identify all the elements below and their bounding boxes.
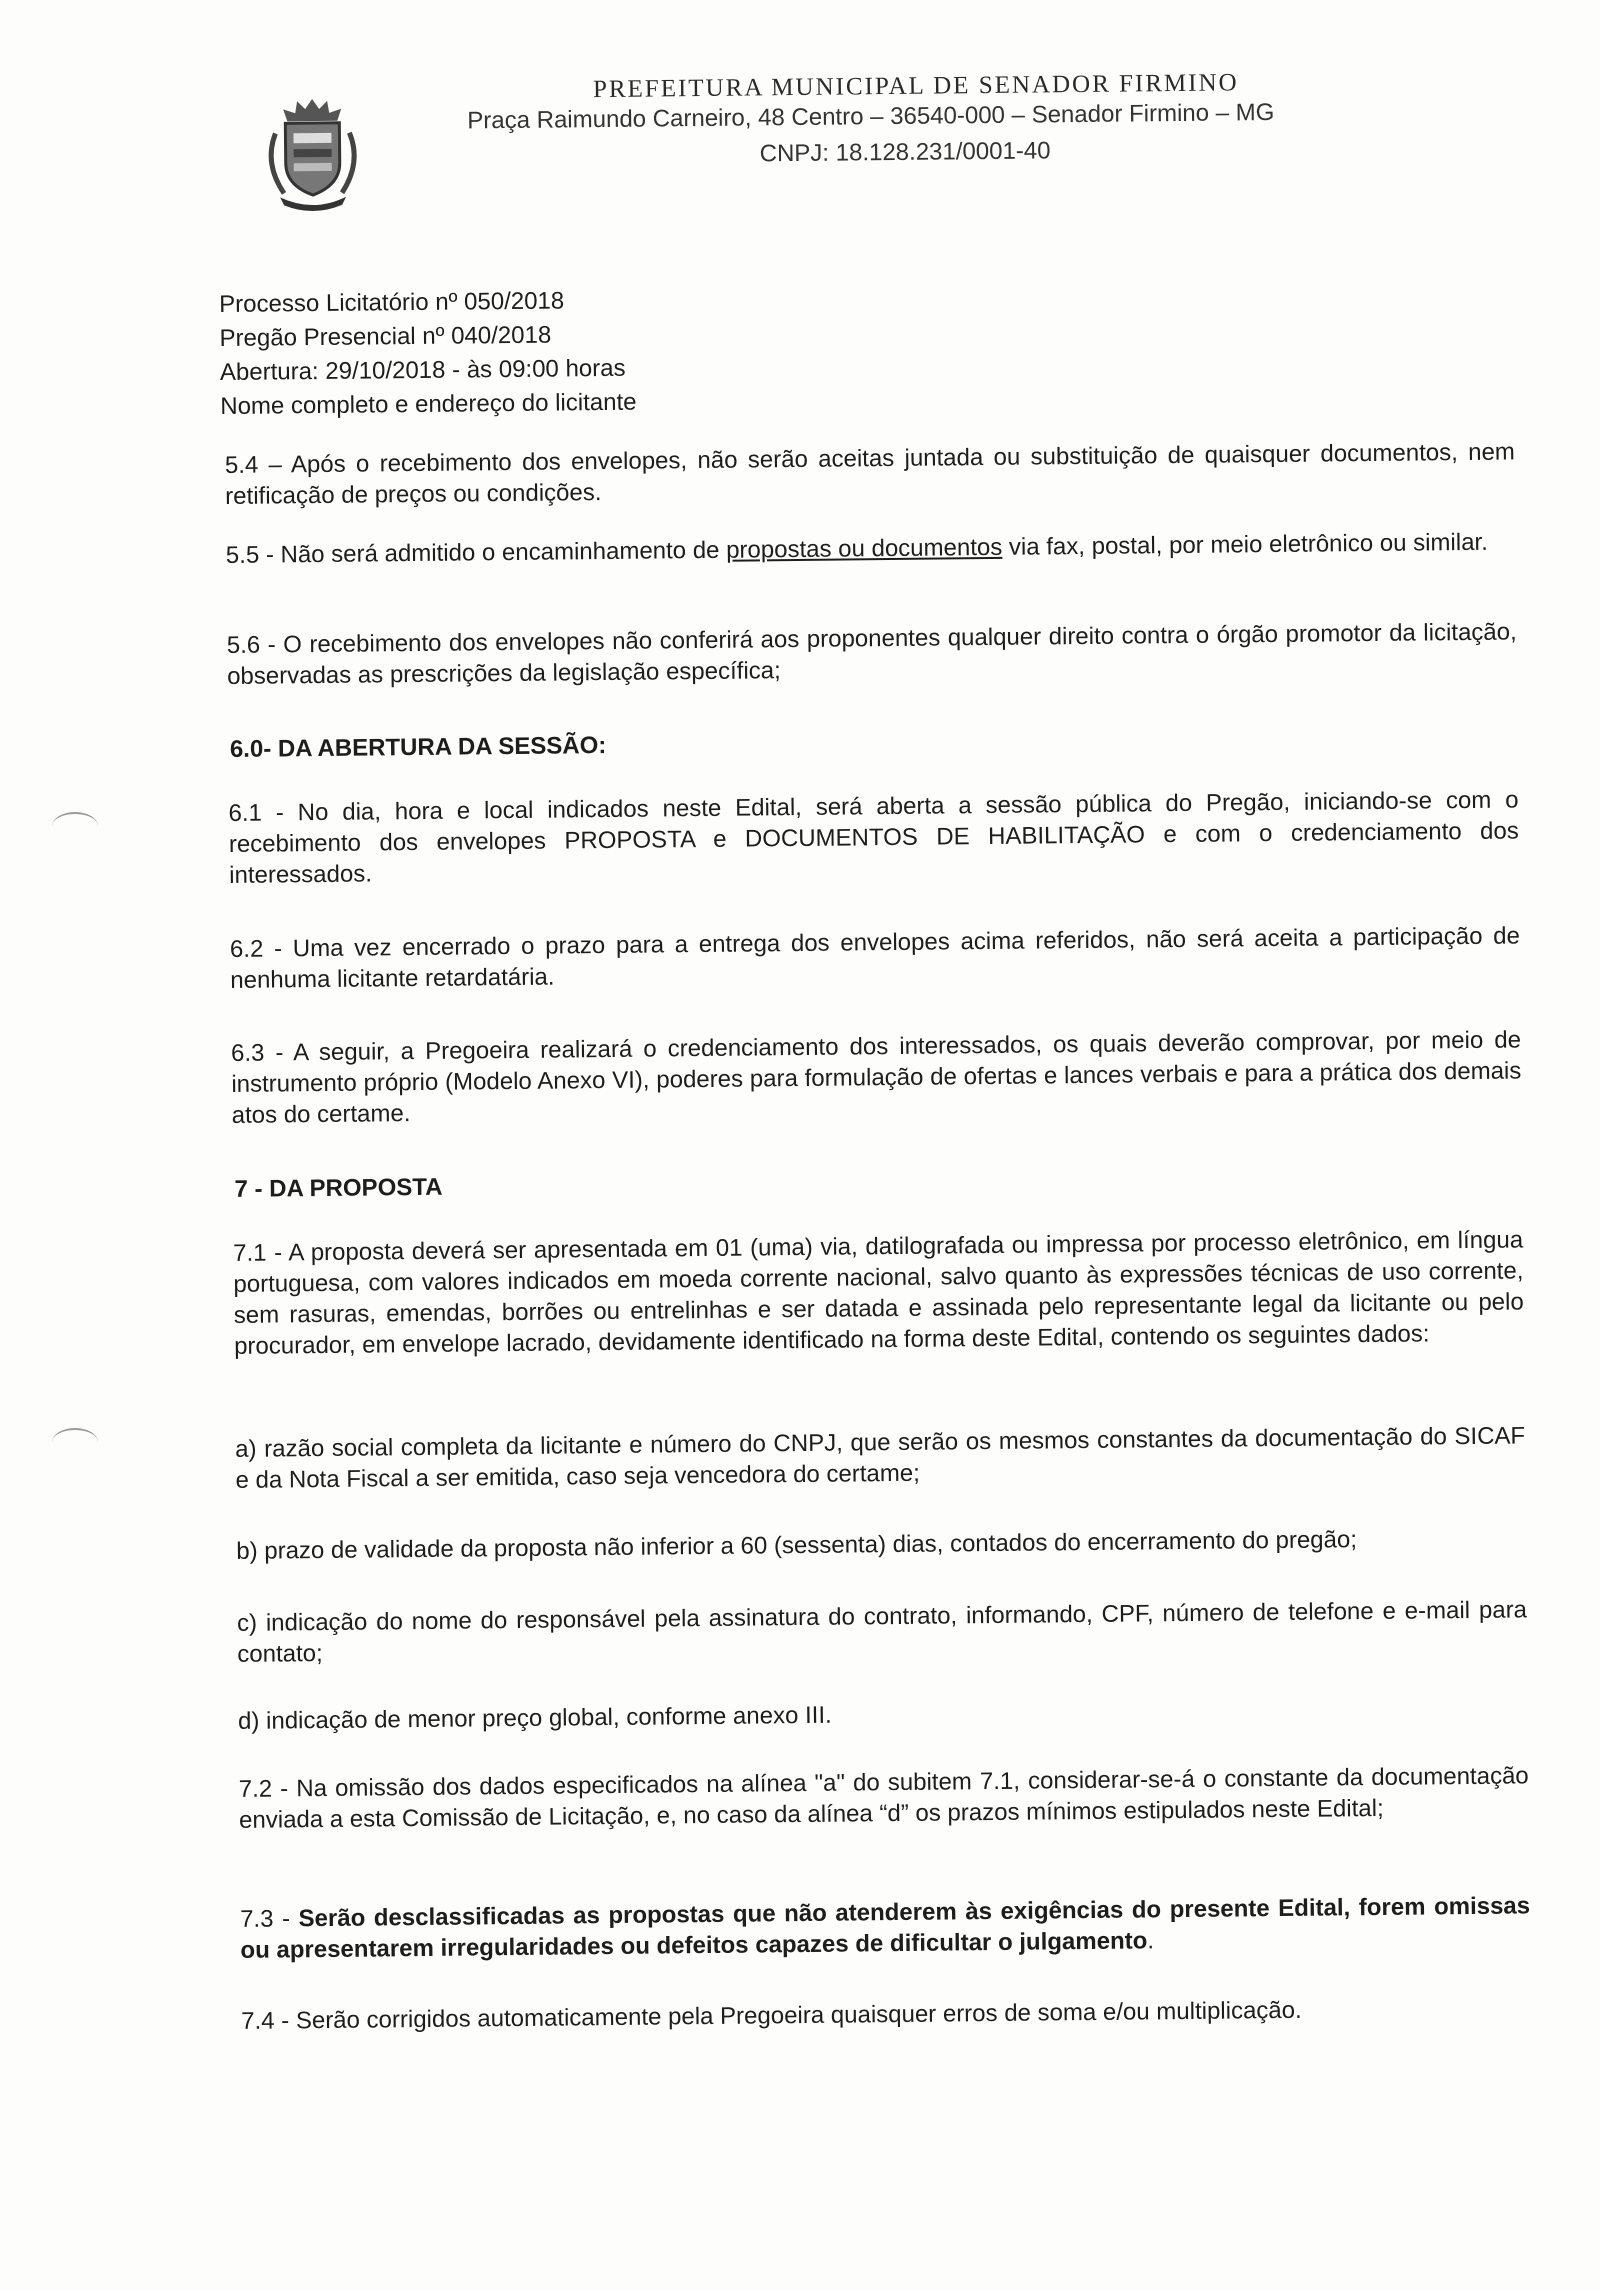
process-number: Processo Licitatório nº 050/2018 [219,287,565,319]
paragraph-6-1: 6.1 - No dia, hora e local indicados neste Edital, será aberta a sessão pública do Pregão, iniciando-se com o recebimento dos envelopes PROPOSTA e DOCUMENTOS DE HABILITAÇÃO e com o credenciamento dos interessados. [228,786,1519,889]
envelope-info [219,284,637,424]
bidder-name-line: Nome completo e endereço do licitante [220,388,637,421]
paragraph-6-2: 6.2 - Uma vez encerrado o prazo para a entrega dos envelopes acima referidos, não será aceita a participação de nenhuma licitante retardatária. [229,922,1521,994]
paragraph-7-3-number: 7.3 - [239,1905,299,1933]
paragraph-6-3: 6.3 - A seguir, a Pregoeira realizará o credenciamento dos interessados, os quais deverão comprovar, por meio de instrumento próprio (Modelo Anexo VI), poderes para formulação de ofertas e lances verbais e para a prática dos demais atos do certame. [230,1026,1522,1129]
opening-date: Abertura: 29/10/2018 - às 09:00 horas [219,354,626,387]
section-heading-6: 6.0- DA ABERTURA DA SESSÃO: [229,732,607,763]
municipal-crest-icon [257,92,368,211]
item-d: d) indicação de menor preço global, conforme anexo III. [237,1701,832,1735]
paragraph-7-2: 7.2 - Na omissão dos dados especificados na alínea "a" do subitem 7.1, considerar-se-á o constante da documentação enviada a esta Comissão de Licitação, e, no caso da alínea “d” os prazos mínimos estipulados neste Edital; [238,1762,1529,1834]
paragraph-7-3-end: . [1147,1927,1155,1955]
paragraph-7-3 [240,1890,1531,1966]
section-heading-7: 7 - DA PROPOSTA [234,1173,443,1203]
paragraph-5-4: 5.4 – Após o recebimento dos envelopes, não serão aceitas juntada ou substituição de quaisquer documentos, nem retificação de preços ou condições. [224,438,1515,510]
header-cnpj: CNPJ: 18.128.231/0001-40 [759,137,1051,168]
hole-punch-mark [52,1428,98,1456]
header-address: Praça Raimundo Carneiro, 48 Centro – 36540-000 – Senador Firmino – MG [467,98,1275,135]
paragraph-5-6: 5.6 - O recebimento dos envelopes não conferirá aos proponentes qualquer direito contra o órgão promotor da licitação, observadas as prescrições da legislação específica; [226,618,1517,690]
header-title: PREFEITURA MUNICIPAL DE SENADOR FIRMINO [592,69,1239,104]
paragraph-7-3-bold-text: Serão desclassificadas as propostas que não atenderem às exigências do presente Edital, forem omissas ou apresentarem irregularidades ou defeitos capazes de dificultar o julgamento [240,1892,1531,1964]
underlined-proposals-documents: propostas ou documentos [725,533,1003,564]
paragraph-5-5-end: via fax, postal, por meio eletrônico ou similar. [1002,528,1488,561]
item-c: c) indicação do nome do responsável pela assinatura do contrato, informando, CPF, número de telefone e e-mail para contato; [236,1596,1528,1668]
hole-punch-mark [52,812,98,840]
paragraph-5-5 [226,526,1516,571]
paragraph-7-4: 7.4 - Serão corrigidos automaticamente pela Pregoeira quaisquer erros de soma e/ou multiplicação. [241,1996,1302,2035]
paragraph-7-1: 7.1 - A proposta deverá ser apresentada em 01 (uma) via, datilografada ou impressa por processo eletrônico, em língua portuguesa, com valores indicados em moeda corrente nacional, salvo quanto às expressões técnicas de uso corrente, sem rasuras, emendas, borrões ou entrelinhas e ser datada e assinada pelo representante legal da licitante ou pelo procurador, em envelope lacrado, devidamente identificado na forma deste Edital, contendo os seguintes dados: [233,1226,1524,1360]
pregao-number: Pregão Presencial nº 040/2018 [219,321,552,353]
paragraph-5-5-start: 5.5 - Não será admitido o encaminhamento de [225,536,727,569]
item-a: a) razão social completa da licitante e número do CNPJ, que serão os mesmos constantes da documentação do SICAF e da Nota Fiscal a ser emitida, caso seja vencedora do certame; [235,1422,1526,1494]
item-b: b) prazo de validade da proposta não inferior a 60 (sessenta) dias, contados do encerramento do pregão; [236,1526,1358,1565]
